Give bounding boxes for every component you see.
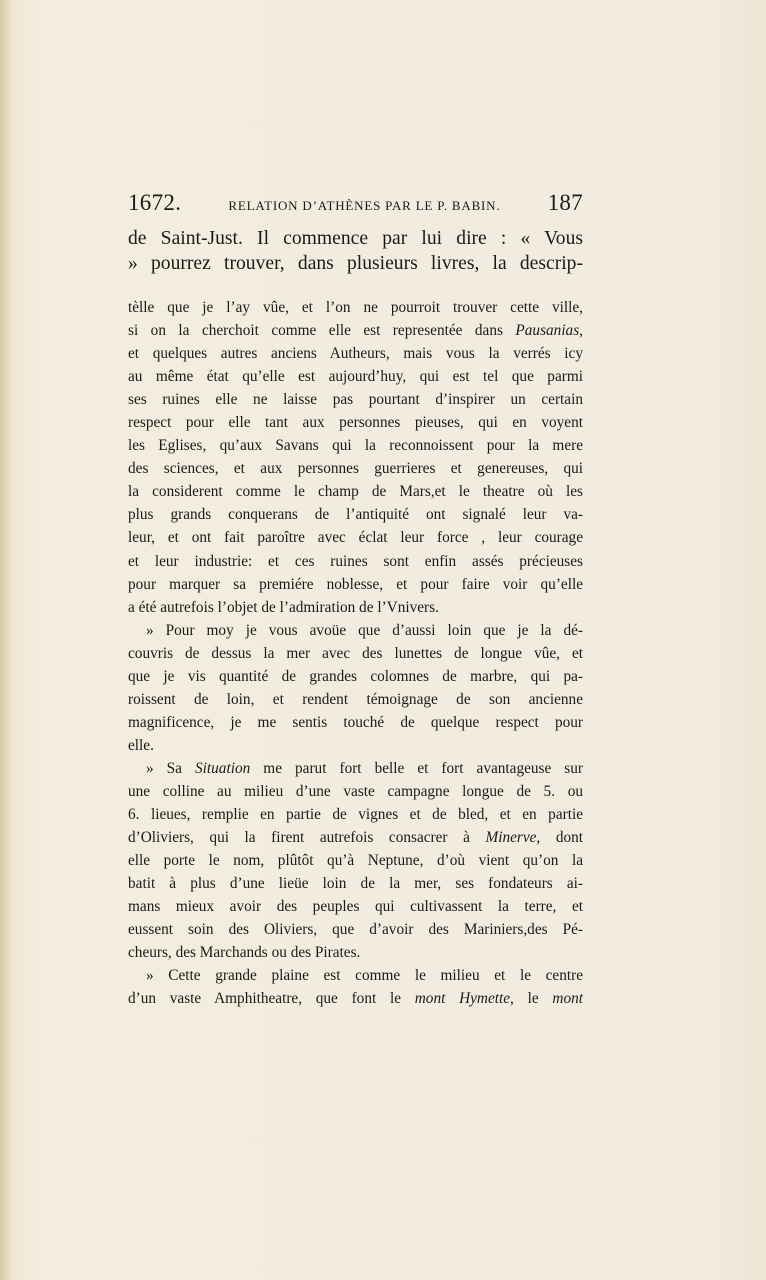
italic-term: Minerve (485, 829, 537, 847)
text-line (128, 365, 583, 388)
text-run: leur, et ont fait paroître avec éclat leur force , leur courage (128, 529, 583, 547)
text-run: des sciences, et aux personnes guerrieres et genereuses, qui (128, 460, 583, 478)
text-run: que je vis quantité de grandes colomnes de marbre, qui pa- (128, 667, 583, 685)
text-line (128, 596, 583, 619)
text-run: mans mieux avoir des peuples qui cultivassent la terre, et (128, 898, 583, 916)
text-run: respect pour elle tant aux personnes pieuses, qui en voyent (128, 414, 583, 432)
text-line (128, 918, 583, 941)
text-line (128, 573, 583, 596)
page-binding-edge (0, 0, 10, 1280)
body-text (128, 296, 583, 1010)
text-run: tèlle que je l’ay vûe, et l’on ne pourroit trouver cette ville, (128, 299, 583, 316)
text-line (128, 480, 583, 503)
text-line (128, 711, 583, 734)
text-line (128, 964, 583, 987)
italic-term: Pausanias (515, 322, 580, 340)
page-content (128, 190, 583, 1010)
text-run: , le (510, 990, 553, 1008)
text-line (128, 941, 583, 964)
italic-term: Situation (195, 759, 251, 777)
text-run: » Pour moy je vous avoüe que d’aussi loin que je la dé- (146, 621, 583, 639)
text-run: la considerent comme le champ de Mars,et le theatre où les (128, 483, 583, 501)
text-run: , (579, 322, 583, 340)
text-run: et quelques autres anciens Autheurs, mais vous la verrés icy (128, 345, 583, 363)
text-run: » Cette grande plaine est comme le milieu et le centre (146, 967, 583, 985)
text-line (128, 319, 583, 342)
text-line (128, 388, 583, 411)
text-run: me parut fort belle et fort avantageuse sur (250, 759, 583, 777)
running-head (128, 190, 583, 226)
text-run: eussent soin des Oliviers, que d’avoir des Mariniers,des Pé- (128, 921, 583, 939)
text-line (128, 342, 583, 365)
text-line (128, 619, 583, 642)
text-run: a été autrefois l’objet de l’admiration de l’Vnivers. (128, 598, 439, 616)
text-line (128, 526, 583, 549)
text-run: pour marquer sa premiére noblesse, et pour faire voir qu’elle (128, 575, 583, 593)
text-run: elle. (128, 736, 154, 754)
text-run: ses ruines elle ne laisse pas pourtant d’inspirer un certain (128, 391, 583, 409)
text-line (128, 434, 583, 457)
text-line (128, 642, 583, 665)
text-run: plus grands conquerans de l’antiquité ont signalé leur va- (128, 506, 583, 524)
italic-term: mont (552, 990, 583, 1008)
text-line (128, 688, 583, 711)
text-run: batit à plus d’une lieüe loin de la mer, ses fondateurs ai- (128, 875, 583, 893)
text-line (128, 849, 583, 872)
running-head-title: RELATION D’ATHÈNES PAR LE P. BABIN. (228, 198, 501, 213)
text-line (128, 296, 583, 319)
text-run: d’un vaste Amphitheatre, que font le (128, 990, 415, 1008)
text-run: roissent de loin, et rendent témoignage de son ancienne (128, 690, 583, 708)
text-line (128, 757, 583, 780)
text-run: et leur industrie: et ces ruines sont enfin assés précieuses (128, 552, 583, 570)
text-line (128, 987, 583, 1010)
text-line (128, 803, 583, 826)
text-line (128, 895, 583, 918)
text-line (128, 826, 583, 849)
intro-passage (128, 226, 583, 276)
intro-line: » pourrez trouver, dans plusieurs livres, la descrip- (128, 253, 583, 274)
text-run: les Eglises, qu’aux Savans qui la reconnoissent pour la mere (128, 437, 583, 455)
text-line (128, 503, 583, 526)
text-run: cheurs, des Marchands ou des Pirates. (128, 944, 361, 962)
text-run: au même état qu’elle est aujourd’huy, qui est tel que parmi (128, 368, 583, 386)
text-run: 6. lieues, remplie en partie de vignes et de bled, et en partie (128, 806, 583, 824)
text-run: magnificence, je me sentis touché de quelque respect pour (128, 713, 583, 731)
text-line (128, 665, 583, 688)
running-head-year: 1672. (128, 190, 182, 215)
text-line (128, 457, 583, 480)
text-line (128, 550, 583, 573)
text-run: si on la cherchoit comme elle est representée dans (128, 322, 516, 340)
text-run: » Sa (146, 759, 196, 777)
page-number: 187 (547, 190, 583, 215)
text-run: couvris de dessus la mer avec des lunettes de longue vûe, et (128, 644, 583, 662)
text-run: une colline au milieu d’une vaste campagne longue de 5. ou (128, 782, 583, 800)
text-line (128, 872, 583, 895)
text-run: elle porte le nom, plûtôt qu’à Neptune, d’où vient qu’on la (128, 852, 583, 870)
text-run: , dont (536, 829, 584, 847)
italic-term: mont Hymette (414, 990, 511, 1008)
text-line (128, 780, 583, 803)
intro-line: de Saint-Just. Il commence par lui dire : « Vous (128, 228, 583, 249)
text-line (128, 734, 583, 757)
text-run: d’Oliviers, qui la firent autrefois consacrer à (128, 829, 486, 847)
text-line (128, 411, 583, 434)
